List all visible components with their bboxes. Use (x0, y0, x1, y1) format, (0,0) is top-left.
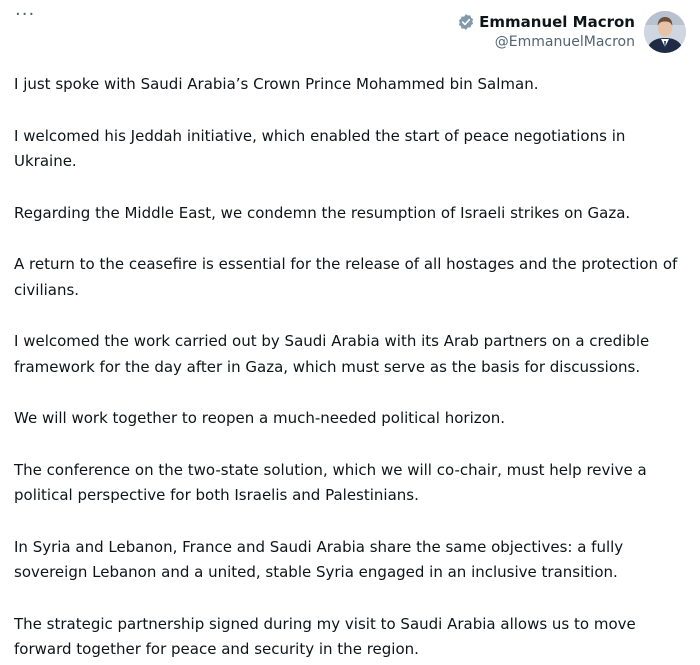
tweet-paragraph: I welcomed the work carried out by Saudi Arabia with its Arab partners on a credible framework for the day after in Gaza, which must serve as the basis for discussions. (14, 332, 650, 376)
author-handle[interactable]: @EmmanuelMacron (494, 34, 635, 50)
more-options-button[interactable]: ··· (15, 4, 36, 25)
author-name[interactable]: Emmanuel Macron (479, 13, 635, 31)
tweet-text (14, 72, 690, 665)
tweet-paragraph: I just spoke with Saudi Arabia’s Crown Prince Mohammed bin Salman. (14, 75, 539, 93)
tweet-paragraph: We will work together to reopen a much-needed political horizon. (14, 409, 506, 427)
author-info[interactable] (457, 12, 635, 51)
tweet-paragraph: I welcomed his Jeddah initiative, which enabled the start of peace negotiations in Ukraine. (14, 126, 626, 170)
avatar-photo (644, 11, 686, 53)
tweet-paragraph: The conference on the two-state solution, which we will co-chair, must help revive a political perspective for both Israelis and Palestinians. (14, 460, 647, 504)
tweet-paragraph: Regarding the Middle East, we condemn the resumption of Israeli strikes on Gaza. (14, 203, 631, 222)
author-name-row (457, 12, 635, 32)
verified-badge-icon (457, 13, 475, 31)
tweet-paragraph: In Syria and Lebanon, France and Saudi Arabia share the same objectives: a fully sovereign Lebanon and a united, stable Syria engaged in an inclusive transition. (14, 537, 624, 581)
tweet-paragraph: A return to the ceasefire is essential for the release of all hostages and the protection of civilians. (14, 255, 678, 299)
avatar[interactable] (644, 11, 686, 53)
tweet-paragraph: The strategic partnership signed during my visit to Saudi Arabia allows us to move forward together for peace and security in the region. (14, 614, 636, 658)
